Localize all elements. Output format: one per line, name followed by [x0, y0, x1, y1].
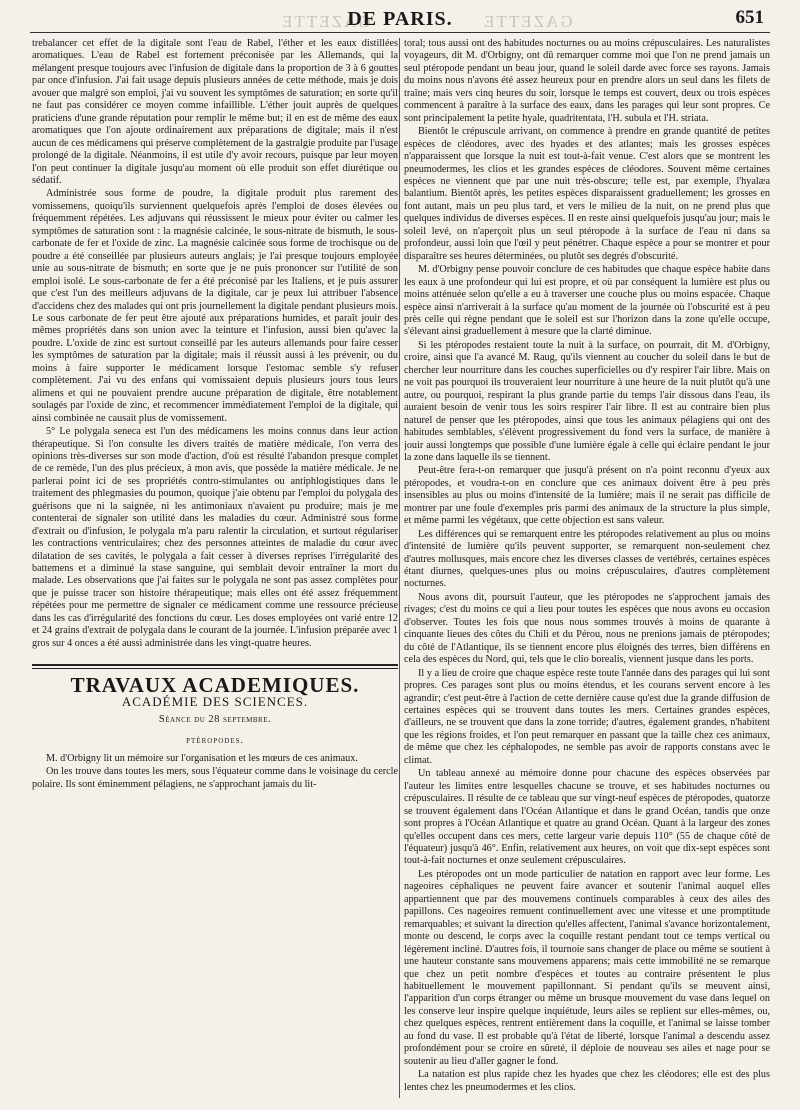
page-number: 651	[735, 7, 764, 28]
bleed-through-right: GAZETTE	[482, 12, 573, 31]
topic-heading: ptéropodes.	[186, 735, 244, 746]
paragraph: trebalancer cet effet de la digitale sont l'eau de Rabel, l'éther et les eaux distillées aromatiques. L'eau de Rabel est fortement préconisée par les Allemands, qui la mélangent presque toujours avec l'infusion de digitale dans la proportion de 3 à 6 gouttes par once d'infusion. J'ai fait usage depuis plusieurs années de cette méthode, mais je dois avouer que malgré son emploi, j'ai vu souvent les symptômes de saturation; en sorte qu'il ne faut pas considérer ce moyen comme infaillible. L'éther jouit auprès de quelques praticiens d'une grande réputation pour remplir le même but; il en est de même des eaux aromatiques que l'on ajoute ordinairement aux préparations de digitale; mais il n'est aucun de ces médicamens qui préserve complètement de la gastralgie produite par l'usage prolongé de la digitale. Néanmoins, il est utile d'y avoir recours, puisque par leur moyen l'on peut continuer la digitale jusqu'au moment où elle produit son effet diurétique ou sédatif.	[32, 38, 398, 186]
column-rule	[399, 38, 400, 1098]
paragraph: On les trouve dans toutes les mers, sous l'équateur comme dans le voisinage du cercle polaire. Ils sont éminemment pélagiens, ne s'approchant jamais du lit-	[32, 766, 398, 790]
paragraph: Il y a lieu de croire que chaque espèce reste toute l'année dans des parages qui lui sont propres. Ces parages sont plus ou moins étendus, et les courans servent encore à les agrandir; c'est peut-être à l'action de cette dernière cause qu'est due la grande diffusion de certaines espèces qui se trouvent dans toutes les mers. Certaines grandes espèces, d'ailleurs, ne se trouvent que dans la zone torride; d'autres, également grandes, n'habitent que les régions froides, et l'on peut remarquer en passant que la taille chez ces animaux, de même que chez les céphalopodes, ne semble pas avoir de rapports constans avec le climat.	[404, 667, 770, 766]
left-column	[32, 38, 398, 1104]
paragraph: Si les ptéropodes restaient toute la nuit à la surface, on pourrait, dit M. d'Orbigny, croire, ainsi que l'a avancé M. Raug, qu'ils viennent au coucher du soleil dans le but de chercher leur nourriture dans les couches superficielles ou d'y respirer l'air libre. Mais on ne voit pas pourquoi ils trouveraient leur nourriture à une heure de la nuit plutôt qu'à une autre, ou pourquoi, respirant la plus grande partie du temps l'air dissous dans l'eau, ils auraient besoin de venir tous les soirs respirer l'air libre. Il est au contraire bien plus naturel de penser que les ptéropodes, ainsi que tous les animaux pélagiens qui ont des habitudes semblables, s'élèvent progressivement du fond vers la surface, de manière à jouir aussi longtemps que possible d'une lumière égale à celle qui éclaire pendant le jour la zone dans laquelle ils se tiennent.	[404, 339, 770, 463]
paragraph: Peut-être fera-t-on remarquer que jusqu'à présent on n'a point reconnu d'yeux aux ptéropodes, et voudra-t-on en conclure que ces animaux doivent être à peu près insensibles au plus ou moins d'intensité de la lumière; mais il ne serait pas difficile de montrer par une foule d'exemples pris parmi des animaux de la structure la plus simple, et même parmi les végétaux, que cette objection est sans valeur.	[404, 465, 770, 527]
section-title: TRAVAUX ACADEMIQUES.	[70, 673, 360, 698]
section-subtitle: ACADÉMIE DES SCIENCES.	[121, 693, 309, 709]
paragraph: toral; tous aussi ont des habitudes nocturnes ou au moins crépusculaires. Les naturalistes voyageurs, dit M. d'Orbigny, ont dû remarquer comme moi que l'on ne prend jamais un seul ptéropode pendant un beau jour, quand le soleil darde avec force ses rayons. Jamais du moins nous n'avons été assez heureux pour en prendre alors un seul dans les filets de traîne; mais vers cinq heures du soir, lorsque le temps est couvert, deux ou trois espèces commencent à paraître à la surface des eaux, dans les parages qui leur sont propres. Ce sont principalement la petite hyale, quadritentata, l'H. subula et l'H. striata.	[404, 38, 770, 124]
paragraph: M. d'Orbigny lit un mémoire sur l'organisation et les mœurs de ces animaux.	[46, 753, 358, 765]
paragraph: La natation est plus rapide chez les hyades que chez les cléodores; elle est des plus lentes chez les pneumodermes et les clios.	[404, 1069, 770, 1093]
running-title: DE PARIS.	[347, 8, 453, 30]
section-divider	[32, 664, 398, 669]
paragraph: Les différences qui se remarquent entre les ptéropodes relativement au plus ou moins d'intensité de lumière qu'ils peuvent supporter, se remarquent non-seulement chez d'autres mollusques, mais encore chez les diverses classes de vertébrés, certaines espèces étant diurnes, quelques-unes plus ou moins crépusculaires, d'autres complètement nocturnes.	[404, 528, 770, 590]
right-column	[404, 38, 770, 1104]
bleed-through-left: GAZETTE	[280, 12, 371, 31]
paragraph: Administrée sous forme de poudre, la digitale produit plus rarement des vomissemens, quoiqu'ils surviennent quelquefois après l'emploi de doses élevées ou fréquemment répétées. Les adjuvans qui réussissent le mieux pour éviter ou calmer les symptômes de saturation sont : la magnésie calcinée, le sous-nitrate de bismuth, le sous-carbonate de fer et l'oxide de zinc. La magnésie calcinée sous forme de trochisque ou de poudre a été conseillée par plusieurs auteurs anglais; je l'ai presque toujours employée unie au sous-nitrate de bismuth; en sorte que je ne puis prononcer sur l'utilité de son emploi isolé. Le sous-carbonate de fer a été préconisé par les Italiens, et je puis assurer que c'est l'un des meilleurs adjuvans de la digitale, car je peux lui attribuer l'absence d'accidens chez des malades qui ont pris journellement la digitale pendant plusieurs mois. Le sous carbonate de fer peut être ajouté aux préparations humides, et paraît jouir des mêmes propriétés dans son union avec la teinture et l'infusion, aussi bien qu'avec la poudre. L'oxide de zinc est surtout conseillé par les auteurs allemands pour faire cesser les symptômes de saturation par la digitale; mais il réussit aussi à les prévenir, ou du moins à faire supporter le médicament lorsque l'estomac semble s'y refuser complètement. J'ai vu des enfans qui vomissaient depuis plusieurs jours tous leurs alimens et qui ne pouvaient prendre aucune préparation de digitale, être notablement soulagés par l'oxide de zinc, et recommencer immédiatement l'emploi de la digitale, qui ainsi combinée ne causait plus de vomissement.	[32, 188, 398, 424]
paragraph: Nous avons dit, poursuit l'auteur, que les ptéropodes ne s'approchent jamais des rivages; c'est du moins ce qui a lieu pour toutes les espèces que nous avons eu occasion d'observer. Toutes les fois que nous nous sommes trouvés à moins de quarante à cinquante lieues des côtes du Chili et du Pérou, nous ne prenions jamais de ptéropodes; du côté de l'Atlantique, ils se tiennent encore plus éloignés des terres, bien différens en cela des espèces du Nord, qui, tels que le clio borealis, viennent jusque dans les ports.	[404, 591, 770, 666]
paragraph: Un tableau annexé au mémoire donne pour chacune des espèces observées par l'auteur les limites entre lesquelles chacune se trouve, et ses habitudes nocturnes ou crépusculaires. Il résulte de ce tableau que sur vingt-neuf espèces de ptéropodes, quatorze se trouvent également dans l'Océan Atlantique et dans le grand Océan, tandis que onze sont propres à l'Océan Atlantique et quatre au grand Océan. Quant à la largeur des zones qu'elles occupent dans ces mers, cette largeur varie depuis 110° (55 de chaque côté de l'équateur) jusqu'à 46°. Enfin, relativement aux heures, on voit que dix-sept espèces sont tout-à-fait nocturnes et onze seulement crépusculaires.	[404, 768, 770, 867]
paragraph: Bientôt le crépuscule arrivant, on commence à prendre en grande quantité de petites espèces de cléodores, avec des hyades et des atlantes; mais les grosses espèces n'apparaissent que lorsque la nuit est tout-à-fait venue. C'est alors que se montrent les pneumodermes, les clios et les grandes espèces de cléodores. Souvent même certaines espèces ne viennent que par une nuit très-obscure; telle est, par exemple, l'hyalæa balantium. Bientôt après, les petites espèces disparaissent graduellement; les grosses en font autant, mais un peu plus tard, et vers le milieu de la nuit, on ne prend plus que quelques individus de diverses espèces. Il en reste ainsi quelquefois jusqu'au jour; mais le soleil levé, on n'aperçoit plus un seul ptéropode à la surface de l'eau ni dans sa profondeur, aussi loin que l'œil y peut pénétrer. Chaque espèce a pour se montrer et pour disparaître ses heures déterminées, ou plutôt ses degrés d'obscurité.	[404, 126, 770, 262]
seance-date: Séance du 28 septembre.	[158, 714, 272, 726]
paragraph: Les ptéropodes ont un mode particulier de natation en rapport avec leur forme. Les nageoires céphaliques ne peuvent faire avancer et soutenir l'animal auquel elles appartiennent que par des mouvemens continuels comparables à ceux des ailes des papillons. Ces nageoires remuent continuellement avec une vitesse et une promptitude remarquables; et suivant la direction qu'elles affectent, l'animal s'avance horizontalement, monte ou descend, le corps avec la coquille restant pendant tout ce temps vertical ou légèrement incliné. D'autres fois, il tournoie sans changer de place ou même se soutient à une hauteur constante sans mouvemens apparens; mais cette immobilité ne se remarque que chez un petit nombre d'espèces et toutes au contraire présentent le plus habituellement le mouvement papillonnant. Si pendant qu'ils se meuvent ainsi, l'apparition d'un corps étranger ou même un brusque mouvement du vase dans lequel on les conserve leur inspire quelque inquiétude, leurs ailes se replient sur elles-mêmes, ou, chez quelques espèces, rentrent entièrement dans la coquille, et l'animal se laisse tomber au fond du vase. Il est probable qu'à l'état de liberté, lorsque l'animal a descendu assez profondément pour se croire en sûreté, il déploie de nouveau ses ailes et nage pour se soutenir au lieu d'aller gagner le fond.	[404, 868, 770, 1067]
paragraph: M. d'Orbigny pense pouvoir conclure de ces habitudes que chaque espèce habite dans les eaux à une profondeur qui lui est propre, et où par conséquent la lumière est plus ou moins atténuée selon qu'elle a eu à traverser une couche plus ou moins espacée. Chaque espèce ainsi n'arriverait à la surface qu'au moment de la journée où l'obscurité est à peu près celle qui règne pendant que le soleil est sur l'horizon dans la zone qu'elle occupe, s'élevant ainsi graduellement à mesure que la clarté diminue.	[404, 264, 770, 338]
page-header	[30, 6, 770, 33]
paragraph: 5° Le polygala seneca est l'un des médicamens les moins connus dans leur action thérapeutique. Si l'on consulte les divers traités de matière médicale, l'on verra des opinions très-diverses sur son mode d'action, d'où est résulté l'abandon presque complet de ce remède, l'un des plus précieux, à mon avis, que possède la matière médicale. Je ne parlerai point ici de ses propriétés contro-stimulantes ou antiphlogistiques dans le traitement des phlegmasies du poumon, quoique j'aie obtenu par l'emploi du polygala des guérisons que ni la saignée, ni les antimoniaux n'avaient pu produire; mais je me contenterai de signaler son utilité dans les maladies du cœur. Administré sous forme d'extrait ou d'infusion, le polygala m'a paru ralentir la circulation, et surtout régulariser les contractions ventriculaires; chez des personnes atteintes de maladie du cœur avec dilatation de ses cavités, le polygala a fait cesser à diverses reprises l'irrégularité des battemens et a diminué la stase sanguine, qui semblait devoir entraîner la mort du malade. Les observations que j'ai faites sur le polygala ne sont pas assez complètes pour que je puisse tracer son histoire thérapeutique; mais elles ont été assez fréquemment répétées pour me permettre de signaler ce médicament comme une ressource précieuse dans les cas d'irrégularité des fonctions du cœur. Les doses employées ont varié entre 12 et 24 grains d'extrait de polygala dans le courant de la journée. L'infusion préparée avec 1 gros sur 4 onces a été aussi administrée dans les vingt-quatre heures.	[32, 426, 398, 649]
